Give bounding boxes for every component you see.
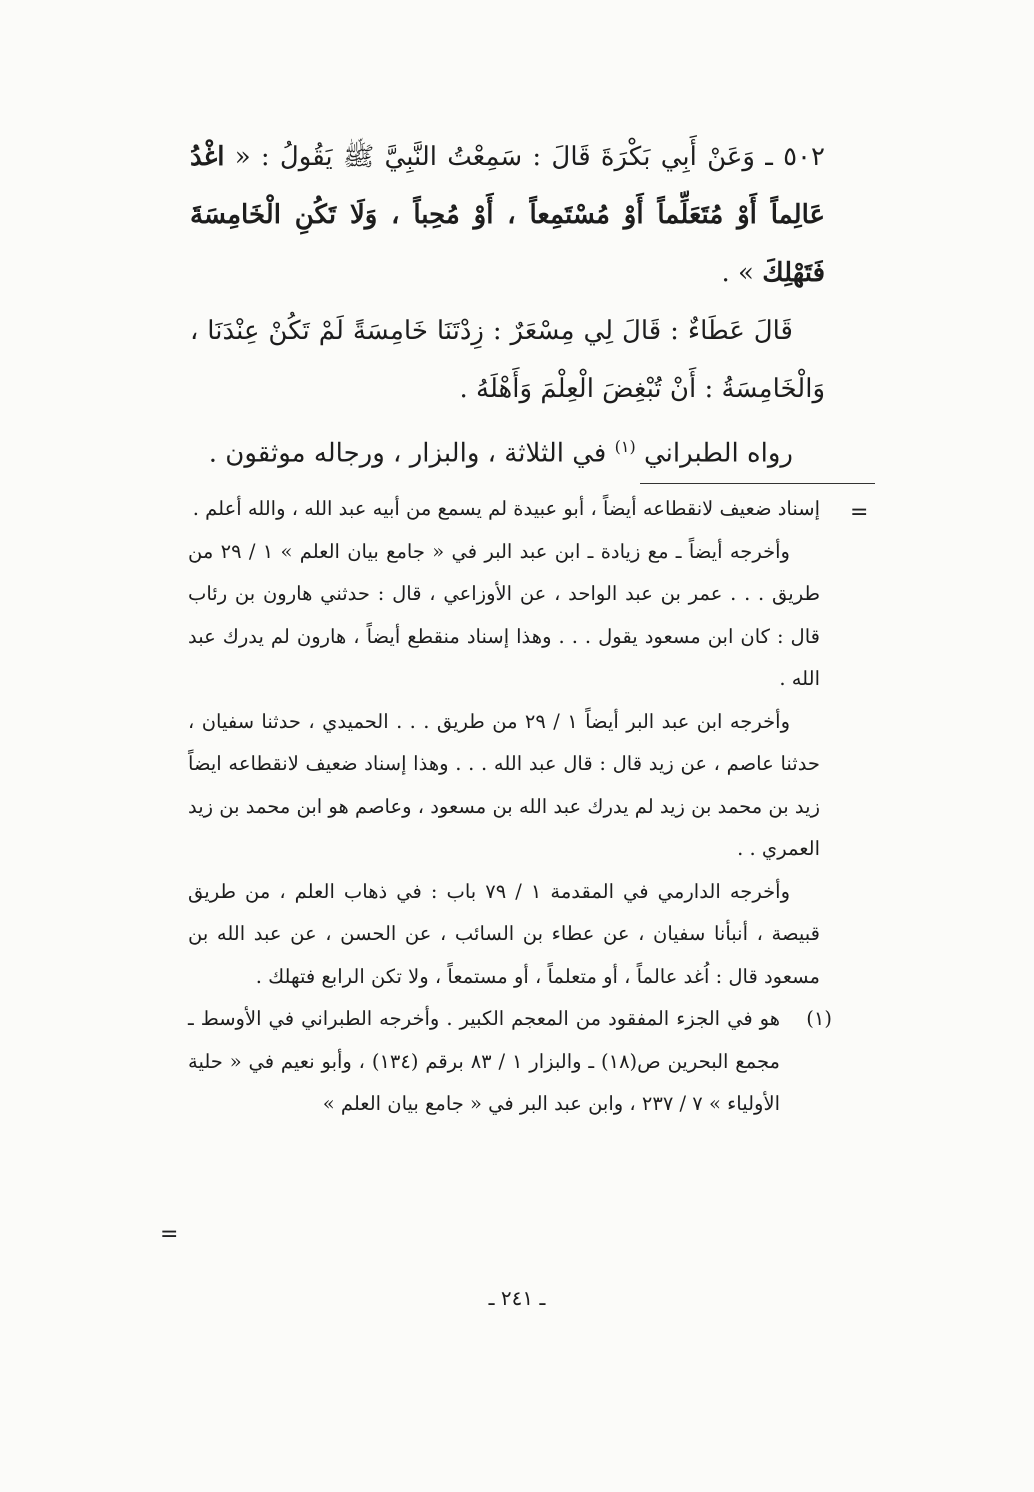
footnote-continued-text: إسناد ضعيف لانقطاعه أيضاً ، أبو عبيدة لم يسمع من أبيه عبد الله ، والله أعلم . bbox=[192, 497, 820, 520]
narration-after: في الثلاثة ، والبزار ، ورجاله موثقون . bbox=[208, 438, 607, 469]
footnotes bbox=[188, 488, 832, 1126]
footnote-separator bbox=[640, 483, 875, 484]
hadith-paragraph bbox=[190, 128, 825, 302]
footnote-paragraph-1: وأخرجه أيضاً ـ مع زيادة ـ ابن عبد البر في « جامع بيان العلم » ١ / ٢٩ من طريق . . . عمر بن عبد الواحد ، عن الأوزاعي ، قال : حدثني هارون بن رئاب قال : كان ابن مسعود يقول . . . وهذا إسناد منقطع أيضاً ، هارون لم يدرك عبد الله . bbox=[188, 539, 820, 690]
footnote-1-number: (١) bbox=[806, 1007, 832, 1030]
continuation-mark-top: = bbox=[850, 500, 869, 525]
ata-paragraph: قَالَ عَطَاءٌ : قَالَ لِي مِسْعَرٌ : زِدْتَنَا خَامِسَةً لَمْ تَكُنْ عِنْدَنَا ، وَالْخَامِسَةُ : أَنْ تُبْغِضَ الْعِلْمَ وَأَهْلَهُ . bbox=[190, 316, 825, 404]
hadith-intro: ٥٠٢ ـ وَعَنْ أَبِي بَكْرَةَ قَالَ : سَمِعْتُ النَّبِيَّ ﷺ يَقُولُ : « bbox=[234, 142, 825, 172]
hadith-close: » . bbox=[721, 258, 754, 288]
narration-paragraph bbox=[190, 418, 825, 483]
continuation-mark-bottom: = bbox=[160, 1222, 179, 1247]
main-text bbox=[190, 128, 825, 483]
page-number: ـ ٢٤١ ـ bbox=[488, 1286, 546, 1310]
footnote-ref: (١) bbox=[614, 437, 636, 456]
hadith-quote: اغْدُ عَالِماً أَوْ مُتَعَلِّماً أَوْ مُسْتَمِعاً ، أَوْ مُحِباً ، وَلَا تَكُنِ الْخَامِسَةَ فَتَهْلِكَ bbox=[190, 142, 825, 288]
narration-before: رواه الطبراني bbox=[643, 438, 793, 469]
footnote-paragraph-2: وأخرجه ابن عبد البر أيضاً ١ / ٢٩ من طريق . . . الحميدي ، حدثنا سفيان ، حدثنا عاصم ، عن زيد قال : قال عبد الله . . . وهذا إسناد ضعيف لانقطاعه ايضاً زيد بن محمد بن زيد لم يدرك عبد الله بن مسعود ، وعاصم هو ابن محمد بن زيد العمري . . bbox=[188, 709, 820, 860]
footnote-1 bbox=[188, 998, 832, 1126]
footnote-1-text: هو في الجزء المفقود من المعجم الكبير . وأخرجه الطبراني في الأوسط ـ مجمع البحرين ص(١٨) ـ والبزار ١ / ٨٣ برقم (١٣٤) ، وأبو نعيم في « حلية الأولياء » ٧ / ٢٣٧ ، وابن عبد البر في « جامع بيان العلم » bbox=[188, 1007, 780, 1115]
footnote-paragraph-3: وأخرجه الدارمي في المقدمة ١ / ٧٩ باب : في ذهاب العلم ، من طريق قبيصة ، أنبأنا سفيان ، عن عطاء بن السائب ، عن الحسن ، عن عبد الله بن مسعود قال : اُغد عالماً ، أو متعلماً ، أو مستمعاً ، ولا تكن الرابع فتهلك . bbox=[188, 879, 820, 988]
